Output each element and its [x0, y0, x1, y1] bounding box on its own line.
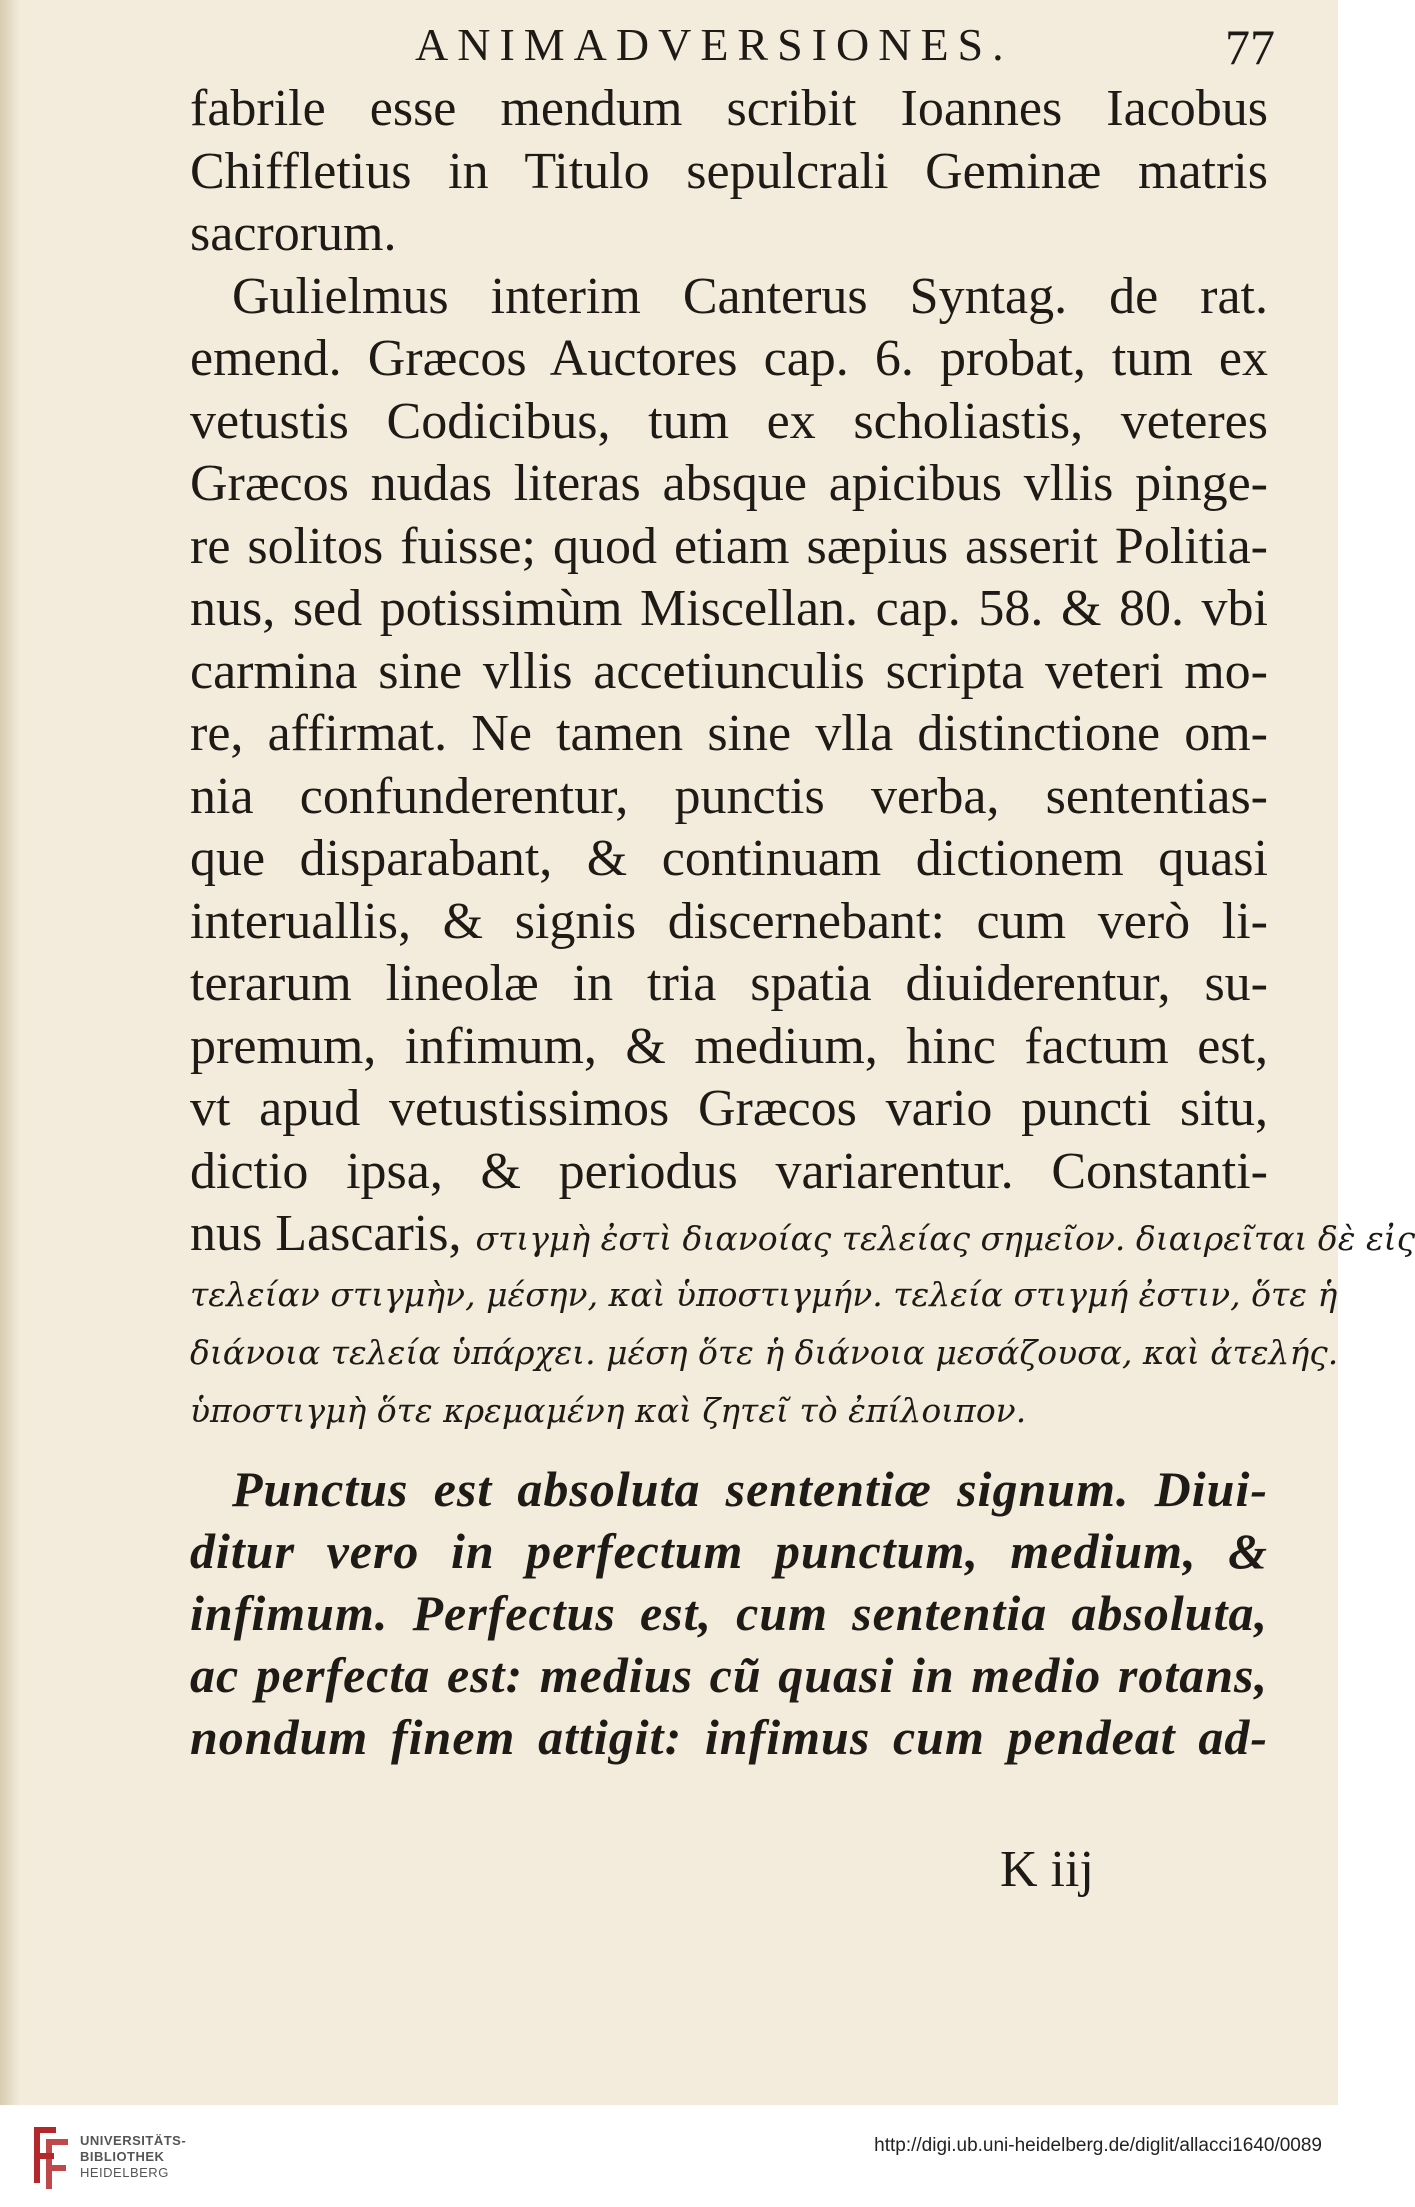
- page-number: 77: [1225, 19, 1275, 75]
- running-title: ANIMADVERSIONES.: [415, 19, 1013, 70]
- institution-line: BIBLIOTHEK: [80, 2149, 165, 2164]
- institution-line: HEIDELBERG: [80, 2165, 169, 2180]
- mixed-text-line: [190, 1203, 1415, 1266]
- page-header: [415, 18, 1275, 78]
- footer-bar: [0, 2105, 1338, 2207]
- text-line: Chiffletius in Titulo sepulcrali Geminæ matris: [190, 142, 1268, 200]
- text-line: vetustis Codicibus, tum ex scholiastis, veteres: [190, 392, 1268, 450]
- institution-name: [80, 2133, 186, 2181]
- text-line: nia confunderentur, punctis verba, sententias-: [190, 767, 1268, 825]
- text-line: Græcos nudas literas absque apicibus vllis pinge-: [190, 455, 1268, 512]
- main-text: [190, 78, 1415, 1768]
- text-line: emend. Græcos Auctores cap. 6. probat, tum ex: [190, 330, 1268, 387]
- greek-line: ὑποστιγμὴ ὅτε κρεμαμένη καὶ ζητεῖ τὸ ἐπίλοιπον.: [190, 1390, 1027, 1430]
- text-line: re, affirmat. Ne tamen sine vlla distinctione om-: [190, 705, 1268, 762]
- text-line: vt apud vetustissimos Græcos vario puncti situ,: [190, 1080, 1268, 1137]
- text-line: sacrorum.: [190, 205, 397, 262]
- text-line: carmina sine vllis accetiunculis scripta veteri mo-: [190, 642, 1268, 700]
- text-line: Gulielmus interim Canterus Syntag. de rat.: [232, 267, 1268, 325]
- greek-line: τελείαν στιγμὴν, μέσην, καὶ ὑποστιγμήν. τελεία στιγμή ἐστιν, ὅτε ἡ: [190, 1274, 1338, 1314]
- greek-line: διάνοια τελεία ὑπάρχει. μέση ὅτε ἡ διάνοια μεσάζουσα, καὶ ἀτελής.: [190, 1332, 1339, 1372]
- italic-line: ditur vero in perfectum punctum, medium, &: [190, 1522, 1268, 1579]
- italic-line: Punctus est absoluta sententiæ signum. Diui-: [232, 1460, 1268, 1517]
- roman-fragment: nus Lascaris,: [190, 1205, 462, 1262]
- italic-line: nondum finem attigit: infimus cum pendeat ad-: [190, 1708, 1268, 1765]
- text-line: interuallis, & signis discernebant: cum verò li-: [190, 892, 1268, 950]
- text-line: re solitos fuisse; quod etiam sæpius asserit Politia-: [190, 517, 1268, 575]
- text-line: nus, sed potissimùm Miscellan. cap. 58. & 80. vbi: [190, 580, 1268, 637]
- greek-fragment: στιγμὴ ἐστὶ διανοίας τελείας σημεῖον. διαιρεῖται δὲ εἰς: [475, 1219, 1415, 1258]
- text-line: fabrile esse mendum scribit Ioannes Iacobus: [190, 80, 1268, 137]
- text-line: premum, infimum, & medium, hinc factum est,: [190, 1017, 1268, 1075]
- source-url-link[interactable]: http://digi.ub.uni-heidelberg.de/diglit/allacci1640/0089: [874, 2135, 1322, 2156]
- text-line: dictio ipsa, & periodus variarentur. Constanti-: [190, 1142, 1268, 1200]
- italic-line: infimum. Perfectus est, cum sententia absoluta,: [190, 1584, 1268, 1641]
- library-logo-icon: [26, 2119, 76, 2191]
- italic-line: ac perfecta est: medius cũ quasi in medio rotans,: [190, 1646, 1268, 1703]
- institution-line: UNIVERSITÄTS-: [80, 2133, 187, 2148]
- text-line: que disparabant, & continuam dictionem quasi: [190, 830, 1268, 887]
- signature-mark: K iij: [1000, 1841, 1094, 1898]
- text-line: terarum lineolæ in tria spatia diuiderentur, su-: [190, 955, 1268, 1012]
